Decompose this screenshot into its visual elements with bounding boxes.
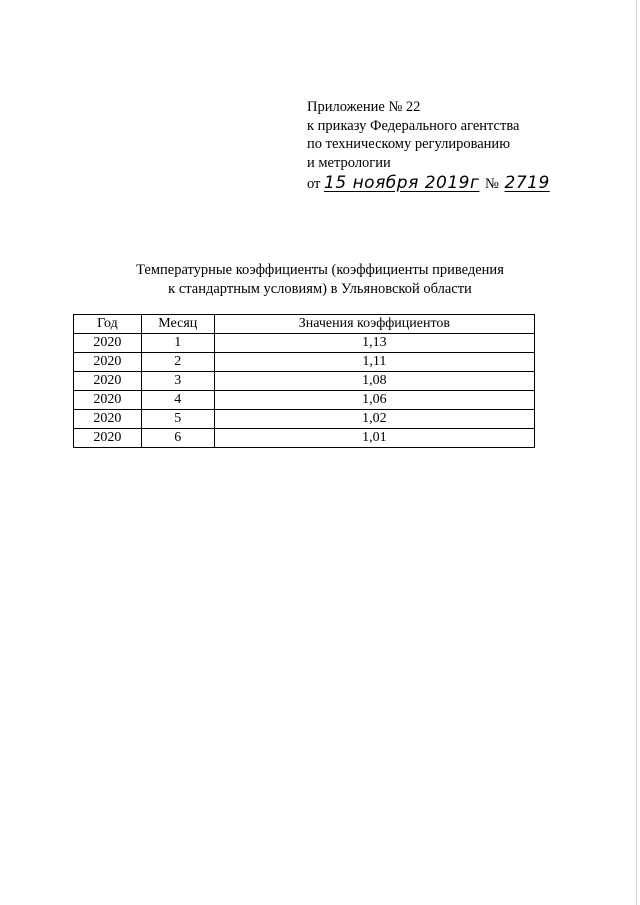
cell-coefficient: 1,02 xyxy=(214,410,534,429)
table-row xyxy=(74,334,535,353)
cell-month: 4 xyxy=(141,391,214,410)
cell-month: 1 xyxy=(141,334,214,353)
table-header-row xyxy=(74,315,535,334)
cell-month: 6 xyxy=(141,429,214,448)
page-edge xyxy=(636,0,637,905)
handwritten-order-number: 2719 xyxy=(504,173,550,193)
number-label: № xyxy=(485,176,499,192)
table-row xyxy=(74,429,535,448)
header-coefficient: Значения коэффициентов xyxy=(214,315,534,334)
cell-coefficient: 1,13 xyxy=(214,334,534,353)
handwritten-date: 15 ноября 2019г xyxy=(324,173,480,193)
from-label: от xyxy=(307,176,321,192)
table-row xyxy=(74,353,535,372)
order-date-line xyxy=(307,174,550,194)
header-month: Месяц xyxy=(141,315,214,334)
cell-month: 3 xyxy=(141,372,214,391)
cell-year: 2020 xyxy=(74,429,142,448)
cell-year: 2020 xyxy=(74,334,142,353)
cell-year: 2020 xyxy=(74,372,142,391)
header-year: Год xyxy=(74,315,142,334)
cell-month: 5 xyxy=(141,410,214,429)
title-line-1: Температурные коэффициенты (коэффициенты приведения xyxy=(136,262,504,278)
table-row xyxy=(74,372,535,391)
cell-coefficient: 1,08 xyxy=(214,372,534,391)
cell-year: 2020 xyxy=(74,391,142,410)
cell-year: 2020 xyxy=(74,410,142,429)
appendix-agency-line-2: и метрологии xyxy=(307,154,391,171)
coefficients-table xyxy=(73,314,535,448)
cell-coefficient: 1,11 xyxy=(214,353,534,372)
cell-month: 2 xyxy=(141,353,214,372)
cell-year: 2020 xyxy=(74,353,142,372)
appendix-order-ref: к приказу Федерального агентства xyxy=(307,117,520,134)
table-row xyxy=(74,391,535,410)
cell-coefficient: 1,01 xyxy=(214,429,534,448)
table-row xyxy=(74,410,535,429)
appendix-header xyxy=(307,98,550,194)
title-line-2: к стандартным условиям) в Ульяновской области xyxy=(168,281,472,297)
appendix-number: Приложение № 22 xyxy=(307,99,421,115)
document-title xyxy=(0,261,640,299)
appendix-agency-line: по техническому регулированию xyxy=(307,136,511,152)
cell-coefficient: 1,06 xyxy=(214,391,534,410)
